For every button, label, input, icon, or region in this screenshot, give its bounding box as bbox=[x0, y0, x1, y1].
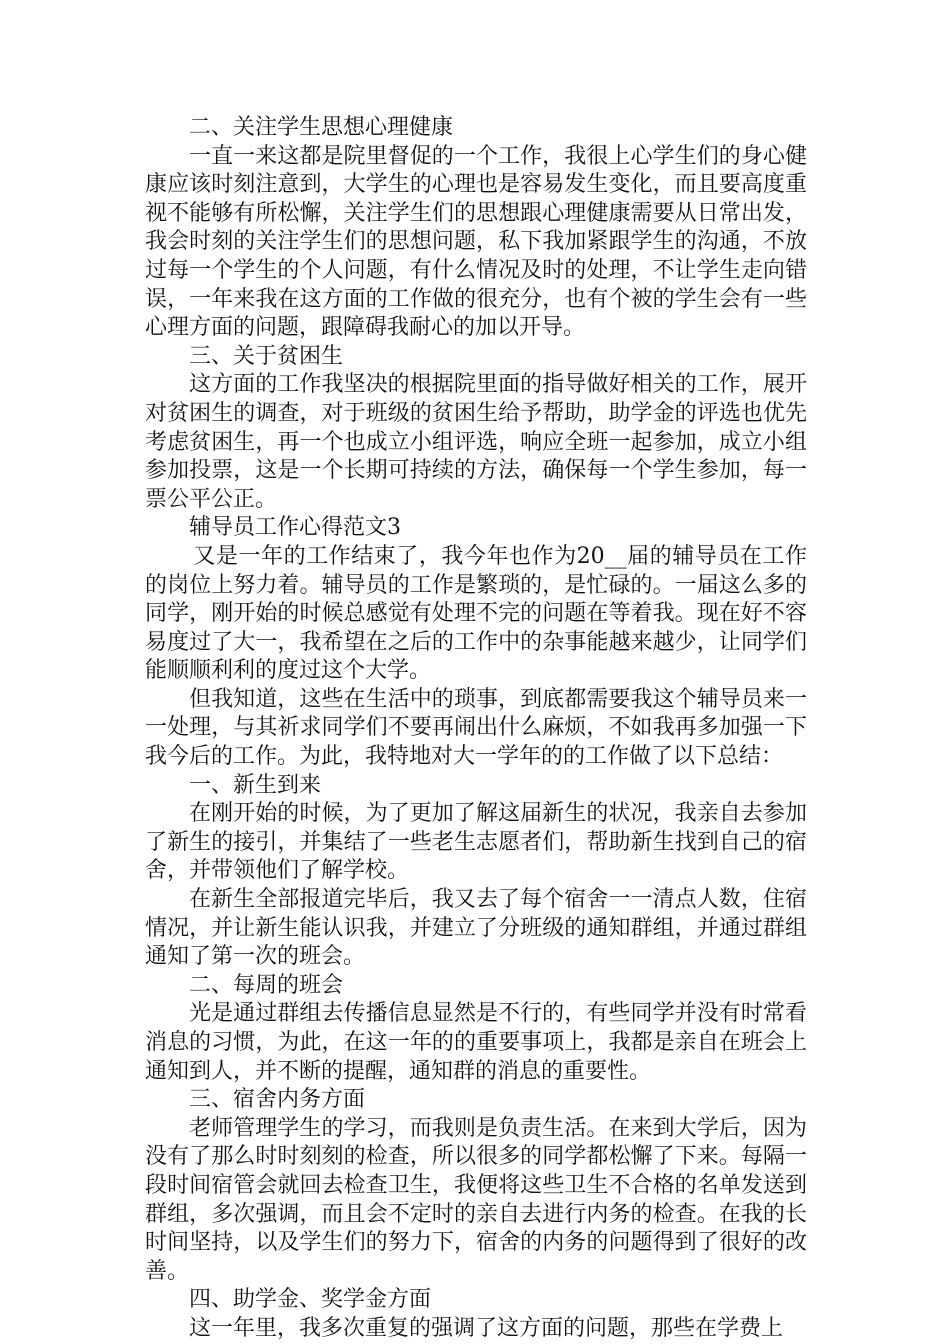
section-heading-mental-health: 二、关注学生思想心理健康 bbox=[189, 115, 454, 140]
section-heading-dorm: 三、宿舍内务方面 bbox=[189, 1087, 366, 1113]
article-title-3: 辅导员工作心得范文3 bbox=[189, 515, 401, 541]
document-body bbox=[145, 114, 807, 1344]
paragraph-scholarship: 这一年里，我多次重复的强调了这方面的问题，那些在学费上 bbox=[189, 1315, 784, 1341]
paragraph-intro: 又是一年的工作结束了，我今年也作为20__届的辅导员在工作的岗位上努力着。辅导员的工作是繁琐的，是忙碌的。一届这么多的同学，刚开始的时候总感觉有处理不完的问题在等着我。现在好不容易度过了大一，我希望在之后的工作中的杂事能越来越少，让同学们能顺顺利利的度过这个大学。 bbox=[145, 543, 807, 684]
paragraph-poor-students: 这方面的工作我坚决的根据院里面的指导做好相关的工作，展开对贫困生的调查，对于班级的贫困生给予帮助，助学金的评选也优先考虑贫困生，再一个也成立小组评选，响应全班一起参加，成立小组参加投票，这是一个长期可持续的方法，确保每一个学生参加，每一票公平公正。 bbox=[145, 372, 807, 512]
paragraph-mental-health: 一直一来这都是院里督促的一个工作，我很上心学生们的身心健康应该时刻注意到，大学生的心理也是容易发生变化，而且要高度重视不能够有所松懈，关注学生们的思想跟心理健康需要从日常出发，我会时刻的关注学生们的思想问题，私下我加紧跟学生的沟通，不放过每一个学生的个人问题，有什么情况及时的处理，不让学生走向错误，一年来我在这方面的工作做的很充分，也有个被的学生会有一些心理方面的问题，跟障碍我耐心的加以开导。 bbox=[145, 143, 807, 341]
section-heading-new-students: 一、新生到来 bbox=[189, 772, 322, 798]
paragraph-new-students-1: 在刚开始的时候，为了更加了解这届新生的状况，我亲自去参加了新生的接引，并集结了一些老生志愿者们，帮助新生找到自己的宿舍，并带领他们了解学校。 bbox=[145, 801, 807, 884]
paragraph-summary-intro: 但我知道，这些在生活中的琐事，到底都需要我这个辅导员来一一处理，与其祈求同学们不要再闹出什么麻烦，不如我再多加强一下我今后的工作。为此，我特地对大一学年的的工作做了以下总结： bbox=[145, 686, 807, 770]
section-heading-scholarship: 四、助学金、奖学金方面 bbox=[189, 1287, 432, 1313]
paragraph-new-students-2: 在新生全部报道完毕后，我又去了每个宿舍一一清点人数，住宿情况，并让新生能认识我，并建立了分班级的通知群组，并通过群组通知了第一次的班会。 bbox=[145, 887, 807, 970]
section-heading-poor-students: 三、关于贫困生 bbox=[189, 343, 344, 369]
paragraph-weekly-meeting: 光是通过群组去传播信息显然是不行的，有些同学并没有时常看消息的习惯，为此，在这一年的的重要事项上，我都是亲自在班会上通知到人，并不断的提醒，通知群的消息的重要性。 bbox=[145, 1001, 807, 1084]
paragraph-dorm: 老师管理学生的学习，而我则是负责生活。在来到大学后，因为没有了那么时时刻刻的检查，所以很多的同学都松懈了下来。每隔一段时间宿管会就回去检查卫生，我便将这些卫生不合格的名单发送到群组，多次强调，而且会不定时的亲自去进行内务的检查。在我的长时间坚持，以及学生们的努力下，宿舍的内务的问题得到了很好的改善。 bbox=[145, 1115, 807, 1284]
section-heading-weekly-meeting: 二、每周的班会 bbox=[189, 972, 344, 998]
